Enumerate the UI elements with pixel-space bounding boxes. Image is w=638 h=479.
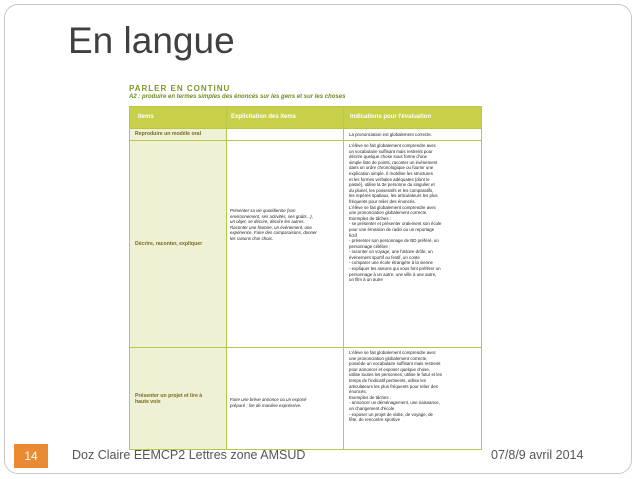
cell-line: passé), utilise la 3e personne du singulier et [349, 182, 435, 188]
cell-line: Décrire, raconter, expliquer [135, 241, 203, 247]
cell-line: événement sportif ou festif, un conte [349, 254, 420, 260]
cell-line: une prononciation globalement correcte. [349, 210, 428, 216]
column-header-items: Items [138, 114, 154, 120]
row-divider [130, 347, 481, 348]
table-row-indications [349, 132, 432, 138]
table-row-item [135, 241, 202, 247]
cell-line: - exposer un projet de visite, de voyage, de [349, 411, 433, 417]
cell-line: personnage célèbre ; [349, 243, 391, 249]
slide-title: En langue [68, 20, 235, 61]
cell-line: utilise toutes les personnes, utilise le futur et les [349, 372, 442, 378]
cell-line: Présenter un projet et lire à [135, 393, 203, 399]
cell-line: Raconter une histoire, un événement, une [230, 224, 312, 230]
table-row-explicitation [230, 397, 306, 408]
cell-line: un objet, se décrire, décrire les autres. [230, 219, 305, 225]
cell-line: Reproduire un modèle oral [135, 131, 202, 137]
cell-line: L'élève se fait globalement comprendre avec [349, 143, 436, 148]
cell-line: L'élève se fait globalement comprendre avec [349, 204, 436, 210]
page-number-badge: 14 [14, 444, 48, 468]
cell-line: du pluriel, les possessifs et les comparatifs, [349, 187, 434, 193]
cell-line: personnage à un autre, une ville à une autre, [349, 271, 437, 277]
column-header-indications: Indications pour l'évaluation [350, 114, 432, 120]
cell-line: - présenter son personnage de BD préféré, un [349, 238, 439, 244]
cell-line: les repères spatiaux, les articulateurs les plus [349, 193, 438, 199]
cell-line: L'élève se fait globalement comprendre avec [349, 350, 436, 355]
cell-line: La prononciation est globalement correcte. [349, 132, 432, 137]
cell-line: simple liste de points, raconter un événement [349, 159, 438, 165]
column-divider [226, 107, 227, 449]
cell-line: fréquents pour relier des énoncés. [349, 198, 416, 204]
cell-line: - annoncer un déménagement, une naissance, [349, 400, 440, 406]
column-divider [343, 107, 344, 449]
row-divider [130, 140, 481, 141]
cell-line: Exemples de tâches : [349, 394, 391, 400]
column-header-explicitation: Explicitation des items [231, 114, 297, 120]
table-row-explicitation [230, 208, 317, 242]
cell-line: un changement d'école [349, 405, 395, 411]
cell-line: Faire une brève annonce ou un exposé [230, 397, 307, 402]
cell-line: les raisons d'un choix. [230, 235, 274, 241]
table-header [130, 107, 481, 129]
cell-line: préparé ; lire de manière expressive. [230, 402, 302, 408]
cell-line: fictif [349, 232, 357, 238]
cell-line: décrire quelque chose sous forme d'une [349, 154, 427, 160]
cell-line: - se présenter et présenter oralement son école [349, 221, 442, 227]
cell-line: et les formes verbales adéquates (dont le [349, 176, 430, 182]
cell-line: - comparer une école étrangère à la sienne [349, 260, 433, 266]
cell-line: un film à un autre [349, 277, 383, 283]
cell-line: une prononciation globalement correcte, [349, 355, 428, 361]
cell-line: environnement, ses activités, ses goûts...), [230, 213, 313, 219]
cell-line: Présenter sa vie quotidienne (son [230, 208, 296, 213]
cell-line: énoncés. [349, 389, 367, 395]
document-heading: PARLER EN CONTINU [129, 84, 231, 93]
footer-date: 07/8/9 avril 2014 [491, 448, 584, 462]
cell-line: pour annoncer et exposer quelque chose, [349, 366, 431, 372]
cell-line: possède un vocabulaire suffisant mais restreint [349, 361, 441, 367]
cell-line: - expliquer les raisons qui vous font préférer un [349, 266, 441, 272]
table-row-indications [349, 143, 442, 283]
table-row-item [135, 131, 201, 137]
cell-line: Exemples de tâches : [349, 215, 391, 221]
table-row-indications [349, 350, 442, 423]
cell-line: expérience. Faire des comparaisons, donner [230, 230, 317, 236]
table-row-item [135, 393, 202, 406]
cell-line: explication simple. Il mobilise les structures [349, 170, 433, 176]
cell-line: - raconter un voyage, une histoire drôle, un [349, 249, 433, 255]
cell-line: fête, de rencontre sportive [349, 417, 401, 423]
cell-line: un vocabulaire suffisant mais restreint pour [349, 148, 433, 154]
document-subheading: A2 : produire en termes simples des énoncés sur les gens et sur les choses [129, 94, 346, 100]
cell-line: pour une émission de radio ou un reportage [349, 226, 435, 232]
cell-line: dans un ordre chronologique ou fournir une [349, 165, 434, 171]
footer-author: Doz Claire EEMCP2 Lettres zone AMSUD [72, 448, 306, 462]
cell-line: haute voix [135, 399, 161, 406]
evaluation-table [129, 106, 482, 450]
cell-line: articulateurs les plus fréquents pour relier des [349, 383, 438, 389]
scanned-document [129, 84, 482, 454]
cell-line: temps de l'indicatif pertinents, utilise les [349, 377, 426, 383]
